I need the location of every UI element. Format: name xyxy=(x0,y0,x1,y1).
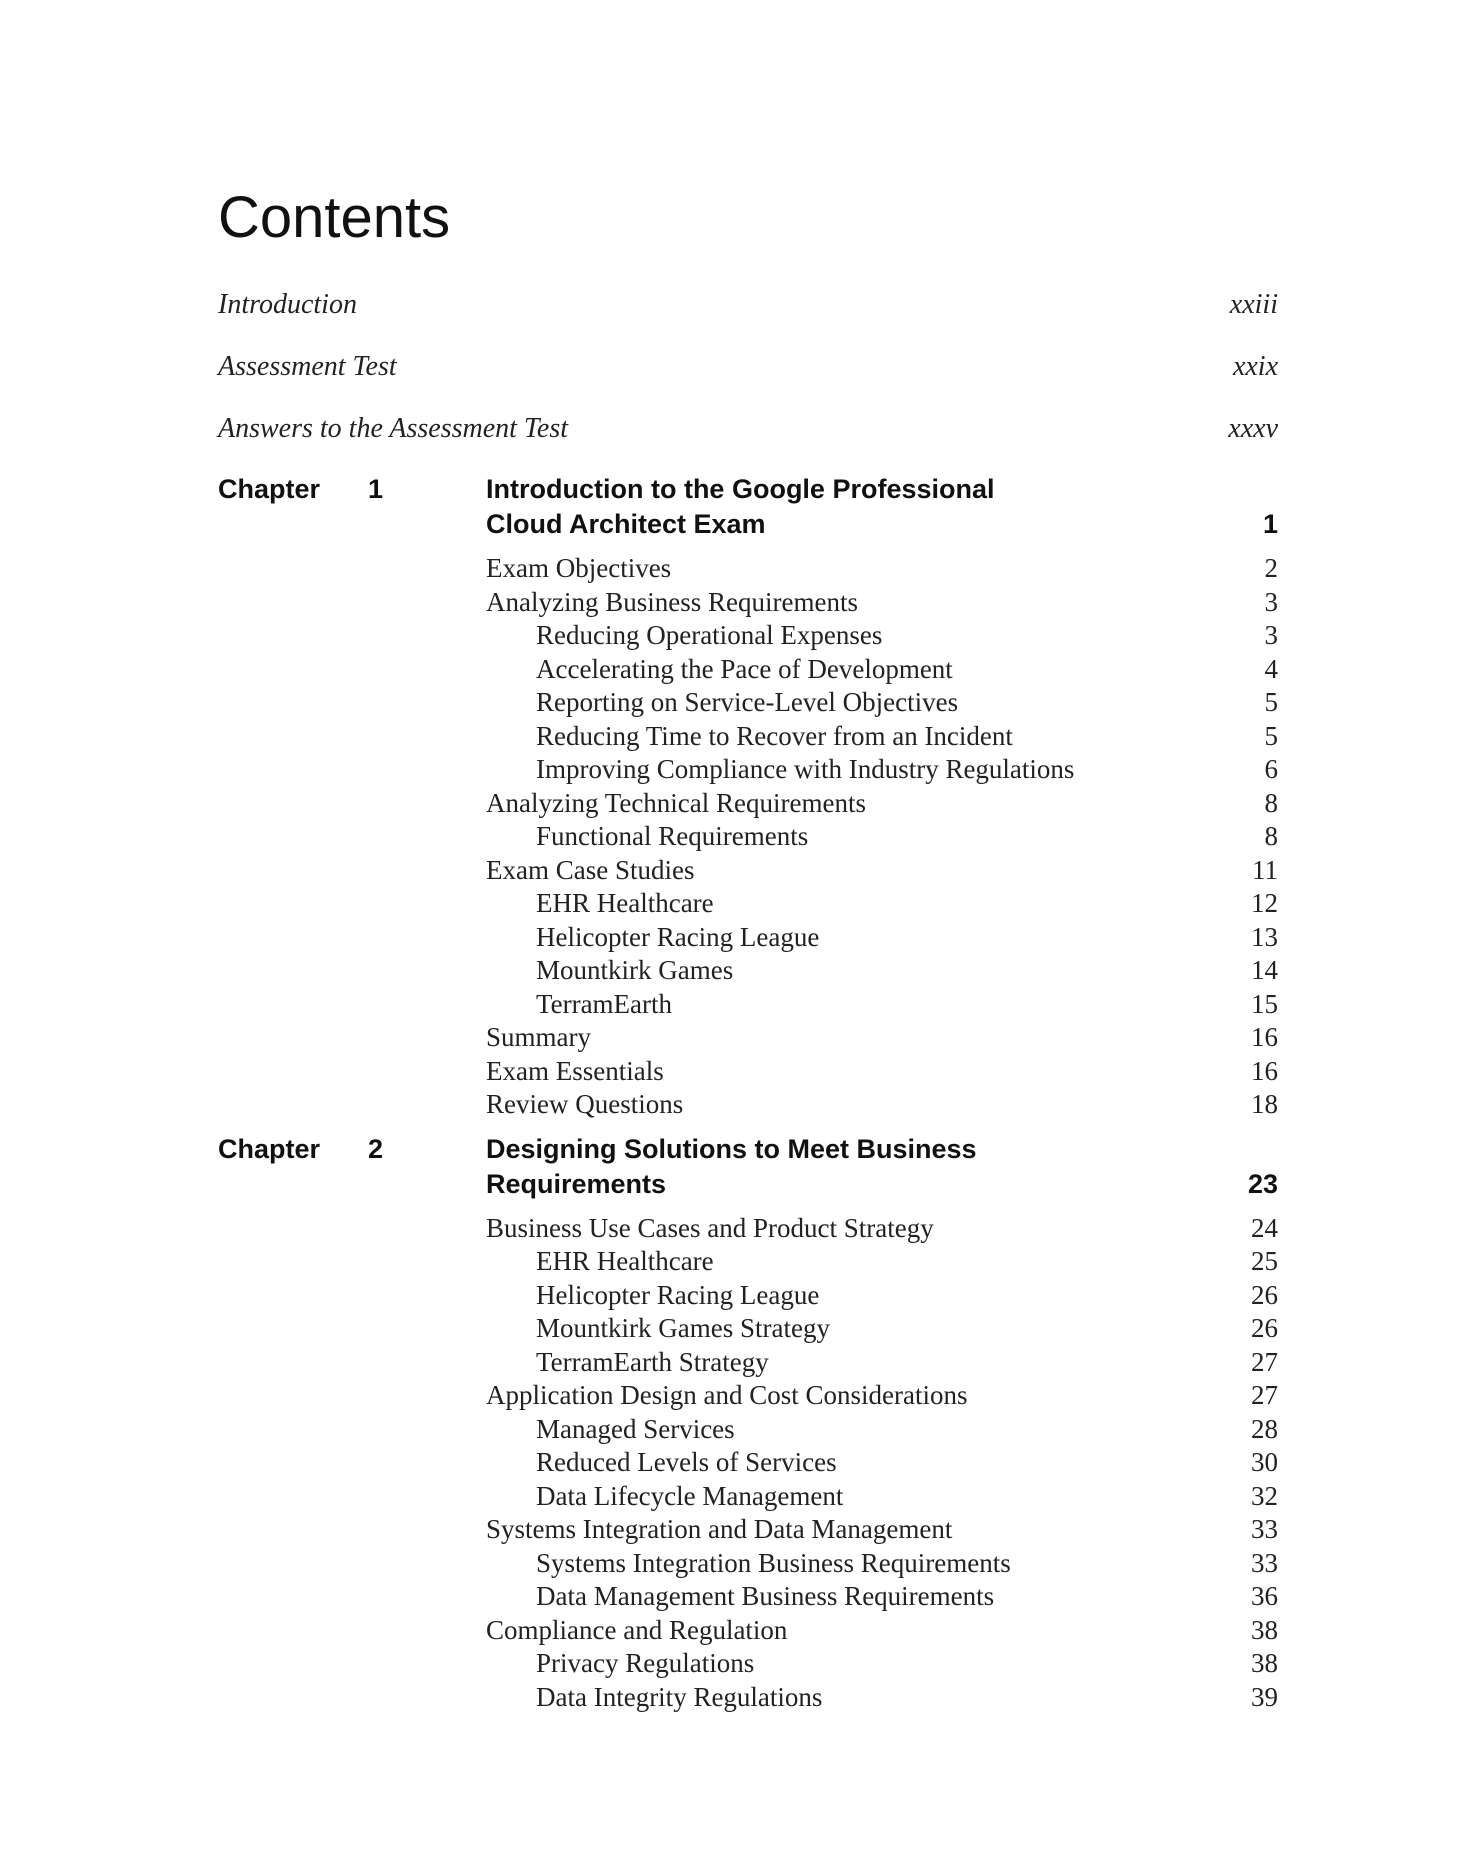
front-matter-list xyxy=(218,285,1278,471)
section-list xyxy=(486,552,1278,1132)
chapter-word: Chapter xyxy=(218,1133,321,1164)
subsection-entry[interactable] xyxy=(486,619,1278,653)
section-entry[interactable] xyxy=(486,1055,1278,1089)
front-matter-label: Assessment Test xyxy=(218,351,397,382)
entry-title: Summary xyxy=(486,1022,591,1052)
chapter-title-line: Cloud Architect Exam xyxy=(486,509,766,539)
section-entry[interactable] xyxy=(486,586,1278,620)
entry-page-number: 18 xyxy=(1251,1089,1278,1119)
entry-page-number: 4 xyxy=(1264,653,1278,684)
section-list xyxy=(486,1212,1278,1725)
entry-title: Managed Services xyxy=(536,1413,735,1444)
subsection-entry[interactable] xyxy=(486,1480,1278,1514)
entry-title: Improving Compliance with Industry Regulations xyxy=(536,754,1075,784)
entry-page-number: 33 xyxy=(1251,1547,1278,1578)
front-matter-page: xxiii xyxy=(1229,289,1278,320)
subsection-entry[interactable] xyxy=(486,921,1278,955)
entry-page-number: 5 xyxy=(1264,720,1278,751)
subsection-entry[interactable] xyxy=(486,1446,1278,1480)
entry-page-number: 16 xyxy=(1251,1055,1278,1086)
chapter-2 xyxy=(218,1132,1278,1725)
chapter-page-number: 1 xyxy=(1262,509,1278,539)
section-entry[interactable] xyxy=(486,552,1278,586)
entry-title: Reduced Levels of Services xyxy=(536,1447,837,1477)
entry-title: Systems Integration Business Requirements xyxy=(536,1547,1011,1578)
entry-page-number: 27 xyxy=(1251,1380,1278,1410)
chapter-list xyxy=(218,472,1278,1724)
chapter-number: 2 xyxy=(368,1133,384,1164)
entry-title: TerramEarth Strategy xyxy=(536,1346,769,1377)
front-matter-item[interactable] xyxy=(218,409,1278,471)
entry-title: Data Lifecycle Management xyxy=(536,1480,844,1511)
entry-page-number: 26 xyxy=(1251,1279,1278,1310)
entry-title: Analyzing Business Requirements xyxy=(486,586,858,617)
subsection-entry[interactable] xyxy=(486,820,1278,854)
entry-page-number: 2 xyxy=(1264,553,1278,583)
subsection-entry[interactable] xyxy=(486,1681,1278,1715)
entry-page-number: 11 xyxy=(1252,854,1278,885)
entry-page-number: 8 xyxy=(1264,787,1278,818)
section-entry[interactable] xyxy=(486,854,1278,888)
entry-title: TerramEarth xyxy=(536,988,673,1019)
subsection-entry[interactable] xyxy=(486,954,1278,988)
entry-title: Data Integrity Regulations xyxy=(536,1681,823,1712)
chapter-title-line: Designing Solutions to Meet Business xyxy=(486,1133,977,1164)
entry-page-number: 26 xyxy=(1251,1313,1278,1343)
entry-page-number: 3 xyxy=(1264,586,1278,617)
entry-page-number: 16 xyxy=(1251,1022,1278,1052)
front-matter-item[interactable] xyxy=(218,347,1278,409)
subsection-entry[interactable] xyxy=(486,686,1278,720)
entry-title: Business Use Cases and Product Strategy xyxy=(486,1212,934,1243)
entry-title: Reducing Operational Expenses xyxy=(536,620,883,650)
section-entry[interactable] xyxy=(486,1513,1278,1547)
subsection-entry[interactable] xyxy=(486,1413,1278,1447)
entry-page-number: 27 xyxy=(1251,1346,1278,1377)
entry-page-number: 13 xyxy=(1251,921,1278,952)
chapter-number: 1 xyxy=(368,474,384,504)
entry-title: Privacy Regulations xyxy=(536,1648,755,1678)
front-matter-page: xxxv xyxy=(1228,413,1278,444)
section-entry[interactable] xyxy=(486,1212,1278,1246)
section-entry[interactable] xyxy=(486,1614,1278,1648)
chapter-title-line: Requirements xyxy=(486,1168,667,1199)
subsection-entry[interactable] xyxy=(486,1245,1278,1279)
entry-title: Functional Requirements xyxy=(536,821,809,851)
entry-title: Analyzing Technical Requirements xyxy=(486,787,866,818)
section-entry[interactable] xyxy=(486,787,1278,821)
entry-title: Reducing Time to Recover from an Incident xyxy=(536,720,1013,751)
subsection-entry[interactable] xyxy=(486,1547,1278,1581)
entry-title: Exam Case Studies xyxy=(486,854,695,885)
chapter-label xyxy=(218,472,384,507)
entry-page-number: 15 xyxy=(1251,988,1278,1019)
subsection-entry[interactable] xyxy=(486,653,1278,687)
chapter-title-line: Introduction to the Google Professional xyxy=(486,474,995,504)
entry-page-number: 39 xyxy=(1251,1681,1278,1712)
entry-page-number: 5 xyxy=(1264,687,1278,717)
entry-title: Mountkirk Games Strategy xyxy=(536,1313,830,1343)
entry-title: Application Design and Cost Considerations xyxy=(486,1380,968,1410)
front-matter-item[interactable] xyxy=(218,285,1278,347)
entry-title: Reporting on Service-Level Objectives xyxy=(536,687,959,717)
subsection-entry[interactable] xyxy=(486,1279,1278,1313)
subsection-entry[interactable] xyxy=(486,753,1278,787)
chapter-label xyxy=(218,1132,384,1167)
chapter-title xyxy=(486,472,1106,542)
entry-page-number: 24 xyxy=(1251,1212,1278,1243)
subsection-entry[interactable] xyxy=(486,1647,1278,1681)
entry-page-number: 12 xyxy=(1251,888,1278,918)
subsection-entry[interactable] xyxy=(486,988,1278,1022)
subsection-entry[interactable] xyxy=(486,887,1278,921)
subsection-entry[interactable] xyxy=(486,1580,1278,1614)
chapter-heading[interactable] xyxy=(218,1132,1278,1202)
entry-title: Data Management Business Requirements xyxy=(536,1581,995,1611)
entry-title: Systems Integration and Data Management xyxy=(486,1514,953,1544)
entry-page-number: 36 xyxy=(1251,1581,1278,1611)
chapter-1 xyxy=(218,472,1278,1132)
page-title: Contents xyxy=(218,185,451,250)
entry-title: Helicopter Racing League xyxy=(536,1279,820,1310)
entry-page-number: 38 xyxy=(1251,1614,1278,1645)
entry-page-number: 6 xyxy=(1264,754,1278,784)
entry-title: Exam Essentials xyxy=(486,1055,664,1086)
entry-page-number: 32 xyxy=(1251,1480,1278,1511)
entry-page-number: 30 xyxy=(1251,1447,1278,1477)
front-matter-page: xxix xyxy=(1232,351,1278,382)
entry-page-number: 3 xyxy=(1264,620,1278,650)
entry-title: EHR Healthcare xyxy=(536,888,714,918)
entry-title: Helicopter Racing League xyxy=(536,921,820,952)
entry-page-number: 8 xyxy=(1264,821,1278,851)
entry-page-number: 25 xyxy=(1251,1246,1278,1276)
chapter-title xyxy=(486,1132,1106,1202)
subsection-entry[interactable] xyxy=(486,720,1278,754)
entry-title: Accelerating the Pace of Development xyxy=(536,653,953,684)
entry-title: Mountkirk Games xyxy=(536,955,734,985)
entry-page-number: 38 xyxy=(1251,1648,1278,1678)
section-entry[interactable] xyxy=(486,1088,1278,1122)
chapter-heading[interactable] xyxy=(218,472,1278,542)
chapter-word: Chapter xyxy=(218,474,321,504)
entry-page-number: 14 xyxy=(1251,955,1278,985)
subsection-entry[interactable] xyxy=(486,1312,1278,1346)
entry-title: Review Questions xyxy=(486,1089,684,1119)
entry-title: Compliance and Regulation xyxy=(486,1614,788,1645)
section-entry[interactable] xyxy=(486,1021,1278,1055)
entry-page-number: 28 xyxy=(1251,1413,1278,1444)
subsection-entry[interactable] xyxy=(486,1346,1278,1380)
front-matter-label: Answers to the Assessment Test xyxy=(218,413,569,444)
entry-page-number: 33 xyxy=(1251,1514,1278,1544)
entry-title: EHR Healthcare xyxy=(536,1246,714,1276)
section-entry[interactable] xyxy=(486,1379,1278,1413)
entry-title: Exam Objectives xyxy=(486,553,672,583)
chapter-page-number: 23 xyxy=(1247,1168,1278,1199)
front-matter-label: Introduction xyxy=(218,289,357,320)
